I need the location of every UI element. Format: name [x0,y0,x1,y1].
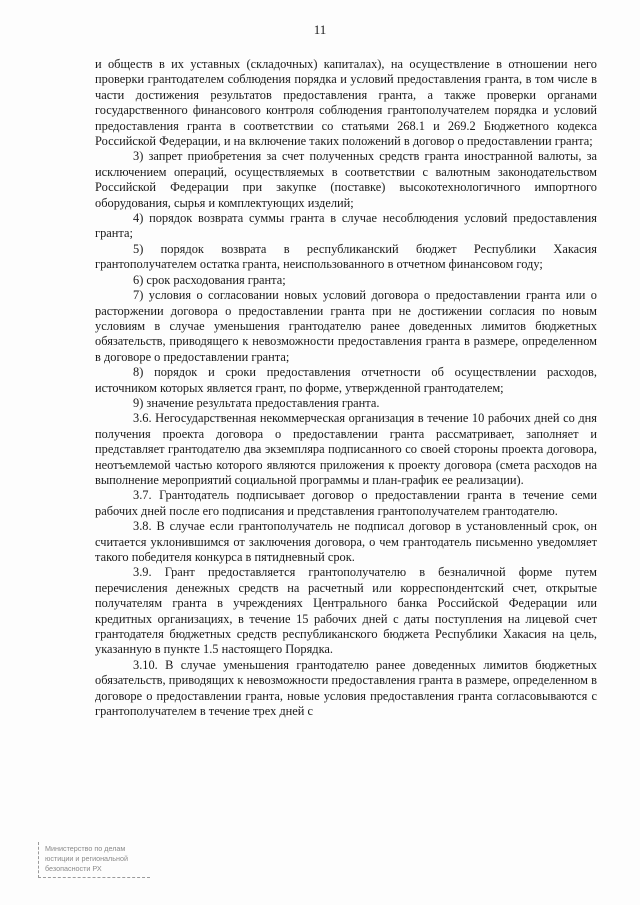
clause-3-8: 3.8. В случае если грантополучатель не подписал договор в установленный срок, он считается уклонившимся от заключения договора, о чем грантодатель письменно уведомляет такого победителя конкурса в пятидневный срок. [95,519,597,564]
clause-3-6: 3.6. Негосударственная некоммерческая организация в течение 10 рабочих дней со дня получения проекта договора о предоставлении гранта рассматривает, заполняет и представляет грантодателю два экземпляра подписанного со своей стороны проекта договора, неотъемлемой частью которого являются приложения к проекту договора (смета расходов на выполнение мероприятий социальной программы и план-график ее реализации). [95,411,597,487]
list-item-3: 3) запрет приобретения за счет полученных средств гранта иностранной валюты, за исключением операций, осуществляемых в соответствии с валютным законодательством Российской Федерации при закупке (поставке) высокотехнологичного импортного оборудования, сырья и комплектующих изделий; [95,149,597,210]
page-number: 11 [313,22,327,37]
list-item-8: 8) порядок и сроки предоставления отчетности об осуществлении расходов, источником которых является грант, по форме, утвержденной грантодателем; [95,365,597,395]
list-item-5: 5) порядок возврата в республиканский бюджет Республики Хакасия грантополучателем остатка гранта, неиспользованного в отчетном финансовом году; [95,241,597,272]
list-item-7: 7) условия о согласовании новых условий договора о предоставлении гранта или о расторжении договора о предоставлении гранта при не достижении согласия по новым условиям в случае уменьшения грантодателю ранее доведенных лимитов бюджетных обязательств, приводящего к невозможности предоставления гранта в размере, определенном в договоре о предоставлении гранта; [95,288,597,364]
clause-3-10: 3.10. В случае уменьшения грантодателю ранее доведенных лимитов бюджетных обязательств, приводящих к невозможности предоставления гранта в размере, определенном в договоре о предоставлении гранта, новые условия предоставления гранта согласовываются с грантополучателем в течение трех дней с [95,657,597,719]
stamp-line-2: юстиции и региональной [45,854,128,863]
document-body [95,57,597,719]
paragraph-continuation: и обществ в их уставных (складочных) капиталах), на осуществление в отношении него проверки грантодателем соблюдения порядка и условий предоставления гранта, в том числе в части достижения результатов предоставления гранта, а также проверки органами государственного финансового контроля соблюдения грантополучателем порядка и условий предоставления гранта в соответствии со статьями 268.1 и 269.2 Бюджетного кодекса Российской Федерации, и на включение таких положений в договор о предоставлении гранта; [95,57,597,149]
list-item-9: 9) значение результата предоставления гранта. [133,395,380,410]
clause-3-7: 3.7. Грантодатель подписывает договор о предоставлении гранта в течение семи рабочих дней после его подписания и представления грантополучателем грантодателю. [95,488,597,518]
stamp-line-3: безопасности РХ [45,864,102,873]
list-item-4: 4) порядок возврата суммы гранта в случае несоблюдения условий предоставления гранта; [95,211,597,241]
list-item-6: 6) срок расходования гранта; [133,272,286,287]
clause-3-9: 3.9. Грант предоставляется грантополучателю в безналичной форме путем перечисления денежных средств на расчетный или корреспондентский счет, открытые получателям гранта в учреждениях Центрального банка Российской Федерации или кредитных организациях, в течение 15 рабочих дней с даты поступления на лицевой счет грантодателя бюджетных средств республиканского бюджета Республики Хакасия на цель, указанную в пункте 1.5 настоящего Порядка. [95,565,597,657]
stamp-line-1: Министерство по делам [45,844,126,853]
registration-stamp [38,842,150,878]
